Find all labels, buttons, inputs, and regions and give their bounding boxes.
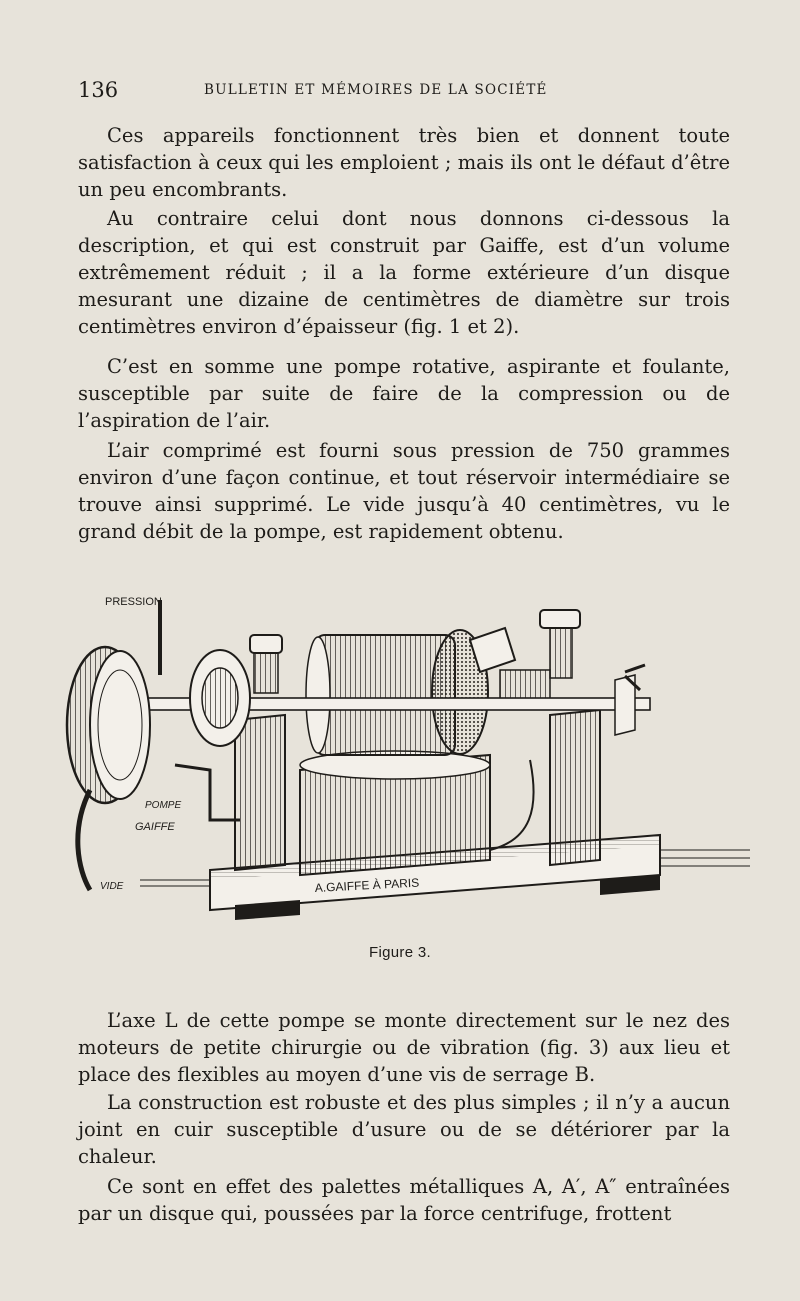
paragraph: Ces appareils fonctionnent très bien et donnent toute satisfaction à ceux qui les emploient ; mais ils ont le défaut d’être un peu encombrants.	[78, 124, 730, 201]
paragraph: La construction est robuste et des plus simples ; il n’y a aucun joint en cuir susceptible d’usure ou de se détériorer par la chaleur.	[78, 1091, 730, 1168]
label-pression: PRESSION	[105, 596, 162, 608]
pump-motor-illustration	[60, 580, 760, 940]
page-number: 136	[78, 78, 119, 102]
running-title: BULLETIN ET MÉMOIRES DE LA SOCIÉTÉ	[204, 82, 548, 98]
paragraph: L’air comprimé est fourni sous pression de 750 grammes environ d’une façon continue, et tout réservoir intermédiaire se trouve ainsi supprimé. Le vide jusqu’à 40 centimètres, vu le grand débit de la pompe, est rapidement obtenu.	[78, 439, 730, 543]
paragraph: Ce sont en effet des palettes métalliques A, A′, A″ entraînées par un disque qui, poussées par la force centrifuge, frottent	[78, 1175, 730, 1225]
label-vide: VIDE	[100, 881, 124, 892]
page-header	[78, 78, 730, 108]
figure-caption: Figure 3.	[369, 944, 431, 961]
label-gaiffe: GAIFFE	[135, 821, 175, 833]
engraving	[60, 580, 760, 940]
paragraph: L’axe L de cette pompe se monte directement sur le nez des moteurs de petite chirurgie ou de vibration (fig. 3) aux lieu et place des flexibles au moyen d’une vis de serrage B.	[78, 1009, 730, 1086]
paragraph: C’est en somme une pompe rotative, aspirante et foulante, susceptible par suite de faire de la compression ou de l’aspiration de l’air.	[78, 355, 730, 432]
base-inscription: A.GAIFFE À PARIS	[314, 875, 420, 895]
paragraph: Au contraire celui dont nous donnons ci-dessous la description, et qui est construit par Gaiffe, est d’un volume extrêmement réduit ; il a la forme extérieure d’un disque mesurant une dizaine de centimètres de diamètre sur trois centimètres environ d’épaisseur (fig. 1 et 2).	[78, 207, 730, 338]
label-pompe: POMPE	[145, 800, 182, 811]
